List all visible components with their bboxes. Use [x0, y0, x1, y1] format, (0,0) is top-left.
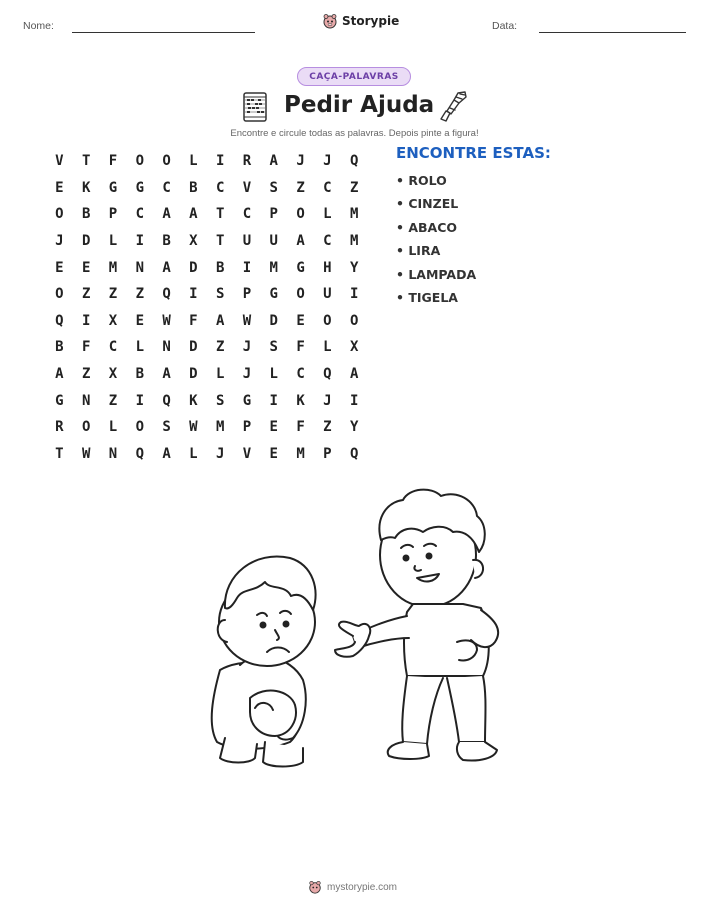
grid-cell[interactable]: V [242, 179, 252, 196]
grid-cell[interactable]: D [189, 366, 198, 383]
grid-cell[interactable]: Q [162, 286, 171, 303]
grid-cell[interactable]: B [215, 259, 225, 276]
grid-cell[interactable]: M [215, 419, 225, 436]
grid-cell[interactable]: Z [108, 286, 118, 303]
grid-cell[interactable]: X [189, 233, 198, 250]
grid-cell[interactable]: L [269, 366, 278, 383]
grid-cell[interactable]: N [81, 392, 91, 409]
grid-cell[interactable]: L [108, 233, 118, 250]
grid-cell[interactable]: I [242, 259, 252, 276]
grid-cell[interactable]: C [323, 179, 332, 196]
grid-cell[interactable]: H [323, 259, 332, 276]
grid-cell[interactable]: L [323, 339, 332, 356]
grid-cell[interactable]: A [162, 366, 171, 383]
grid-cell[interactable]: A [55, 366, 64, 383]
grid-cell[interactable]: D [269, 312, 278, 329]
grid-cell[interactable]: D [189, 339, 198, 356]
grid-cell[interactable]: A [189, 206, 198, 223]
grid-cell[interactable]: T [55, 445, 64, 462]
grid-cell[interactable]: G [55, 392, 64, 409]
grid-cell[interactable]: X [108, 366, 118, 383]
grid-cell[interactable]: N [135, 259, 144, 276]
grid-cell[interactable]: P [242, 286, 252, 303]
grid-cell[interactable]: Q [162, 392, 171, 409]
grid-cell[interactable]: J [242, 366, 252, 383]
grid-cell[interactable]: Z [81, 366, 91, 383]
coloring-illustration [195, 480, 515, 775]
grid-cell[interactable]: C [296, 366, 305, 383]
grid-cell[interactable]: U [269, 233, 278, 250]
instructions: Encontre e circule todas as palavras. Depois pinte a figura! [230, 128, 479, 139]
grid-cell[interactable]: I [269, 392, 278, 409]
name-line[interactable] [72, 32, 255, 33]
grid-cell[interactable]: N [162, 339, 171, 356]
grid-cell[interactable]: L [135, 339, 144, 356]
grid-cell[interactable]: I [349, 392, 359, 409]
word-item: • ROLO [396, 173, 447, 188]
grid-cell[interactable]: I [81, 312, 91, 329]
grid-cell[interactable]: A [296, 233, 305, 250]
grid-cell[interactable]: O [81, 419, 91, 436]
grid-cell[interactable]: C [162, 179, 171, 196]
grid-cell[interactable]: C [242, 206, 252, 223]
grid-cell[interactable]: Q [135, 445, 144, 462]
grid-cell[interactable]: A [269, 153, 278, 170]
grid-cell[interactable]: M [349, 206, 359, 223]
grid-cell[interactable]: L [108, 419, 118, 436]
grid-cell[interactable]: E [269, 419, 278, 436]
grid-cell[interactable]: Z [81, 286, 91, 303]
grid-cell[interactable]: O [349, 312, 359, 329]
grid-cell[interactable]: Z [135, 286, 144, 303]
grid-cell[interactable]: O [55, 286, 64, 303]
grid-cell[interactable]: S [269, 179, 278, 196]
grid-cell[interactable]: W [162, 312, 171, 329]
brand-name: Storypie [342, 14, 400, 28]
grid-cell[interactable]: A [162, 259, 171, 276]
grid-cell[interactable]: O [323, 312, 332, 329]
grid-cell[interactable]: P [108, 206, 118, 223]
storypie-mascot-icon [308, 880, 322, 894]
name-label: Nome: [23, 20, 54, 32]
grid-cell[interactable]: F [296, 419, 305, 436]
grid-cell[interactable]: E [55, 179, 64, 196]
word-item: • ABACO [396, 219, 458, 235]
grid-cell[interactable]: A [162, 445, 171, 462]
grid-cell[interactable]: Z [108, 392, 118, 409]
grid-cell[interactable]: F [296, 339, 305, 356]
grid-cell[interactable]: G [269, 286, 278, 303]
footer-url[interactable]: mystorypie.com [327, 881, 398, 893]
brand-logo [322, 13, 399, 29]
grid-cell[interactable]: K [81, 179, 91, 196]
grid-cell[interactable]: O [135, 153, 144, 170]
grid-cell[interactable]: S [269, 339, 278, 356]
word-item: • LAMPADA [396, 266, 477, 282]
grid-cell[interactable]: Z [323, 419, 332, 436]
date-label: Data: [492, 20, 518, 32]
grid-cell[interactable]: Z [296, 179, 305, 196]
grid-cell[interactable]: E [269, 445, 278, 462]
word-item: • LIRA [396, 243, 441, 259]
storypie-mascot-icon [322, 13, 338, 29]
grid-cell[interactable]: G [108, 179, 118, 196]
helping-boy-figure [335, 490, 498, 761]
grid-cell[interactable]: J [55, 233, 64, 250]
chisel-icon [438, 88, 470, 122]
grid-cell[interactable]: B [135, 366, 144, 383]
grid-cell[interactable]: Y [349, 419, 359, 436]
grid-cell[interactable]: J [323, 153, 332, 170]
grid-cell[interactable]: J [323, 392, 332, 409]
grid-cell[interactable]: I [135, 392, 144, 409]
grid-cell[interactable]: M [349, 233, 359, 250]
grid-cell[interactable]: I [215, 153, 225, 170]
grid-cell[interactable]: F [81, 339, 91, 356]
grid-cell[interactable]: T [215, 206, 225, 223]
grid-cell[interactable]: F [189, 312, 198, 329]
grid-cell[interactable]: P [269, 206, 278, 223]
grid-cell[interactable]: Q [349, 153, 359, 170]
grid-cell[interactable]: O [296, 286, 305, 303]
grid-cell[interactable]: E [81, 259, 91, 276]
category-badge: CAÇA-PALAVRAS [297, 67, 411, 86]
grid-cell[interactable]: F [108, 153, 118, 170]
grid-cell[interactable]: J [215, 445, 225, 462]
grid-cell[interactable]: I [135, 233, 144, 250]
grid-cell[interactable]: B [81, 206, 91, 223]
grid-cell[interactable]: B [162, 233, 171, 250]
grid-cell[interactable]: Y [349, 259, 359, 276]
grid-cell[interactable]: I [349, 286, 359, 303]
grid-cell[interactable]: T [215, 233, 225, 250]
abacus-icon [243, 92, 267, 122]
grid-cell[interactable]: C [108, 339, 118, 356]
grid-cell[interactable]: S [215, 392, 225, 409]
word-search-grid [46, 148, 368, 467]
grid-cell[interactable]: V [242, 445, 252, 462]
word-item: • TIGELA [396, 289, 458, 305]
grid-cell[interactable]: K [189, 392, 198, 409]
grid-cell[interactable]: P [242, 419, 252, 436]
grid-cell[interactable]: B [55, 339, 64, 356]
grid-cell[interactable]: L [189, 153, 198, 170]
grid-cell[interactable]: J [296, 153, 305, 170]
grid-cell[interactable]: T [81, 153, 91, 170]
grid-cell[interactable]: C [135, 206, 144, 223]
grid-cell[interactable]: G [135, 179, 144, 196]
grid-cell[interactable]: A [162, 206, 171, 223]
grid-cell[interactable]: O [296, 206, 305, 223]
grid-cell[interactable]: Q [55, 312, 64, 329]
sad-boy-figure [212, 556, 316, 766]
footer [308, 880, 397, 894]
grid-cell[interactable]: O [162, 153, 171, 170]
grid-cell[interactable]: W [242, 312, 252, 329]
grid-cell[interactable]: U [242, 233, 252, 250]
grid-cell[interactable]: M [108, 259, 118, 276]
grid-cell[interactable]: Z [215, 339, 225, 356]
date-line[interactable] [539, 32, 686, 33]
grid-cell[interactable]: L [323, 206, 332, 223]
grid-cell[interactable]: O [55, 206, 64, 223]
page-title: Pedir Ajuda [284, 92, 435, 118]
grid-cell[interactable]: A [215, 312, 225, 329]
grid-cell[interactable]: Q [349, 445, 359, 462]
grid-cell[interactable]: E [55, 259, 64, 276]
grid-cell[interactable]: M [269, 259, 278, 276]
grid-cell[interactable]: O [135, 419, 144, 436]
grid-cell[interactable]: G [242, 392, 252, 409]
grid-cell[interactable]: E [296, 312, 305, 329]
grid-cell[interactable]: D [189, 259, 198, 276]
grid-cell[interactable]: P [323, 445, 332, 462]
grid-cell[interactable]: X [349, 339, 359, 356]
grid-cell[interactable]: C [215, 179, 225, 196]
grid-cell[interactable]: X [108, 312, 118, 329]
grid-cell[interactable]: D [81, 233, 91, 250]
word-item: • CINZEL [396, 196, 459, 212]
grid-cell[interactable]: C [323, 233, 332, 250]
grid-cell[interactable]: Z [349, 179, 359, 196]
word-list [396, 171, 476, 311]
grid-cell[interactable]: W [189, 419, 198, 436]
word-list-title: ENCONTRE ESTAS: [396, 144, 551, 162]
grid-cell[interactable]: S [162, 419, 171, 436]
grid-cell[interactable]: S [215, 286, 225, 303]
grid-cell[interactable]: K [296, 392, 305, 409]
grid-cell[interactable]: B [189, 179, 198, 196]
grid-cell[interactable]: L [215, 366, 225, 383]
grid-cell[interactable]: U [323, 286, 332, 303]
grid-cell[interactable]: N [108, 445, 118, 462]
grid-cell[interactable]: Q [323, 366, 332, 383]
grid-cell[interactable]: E [135, 312, 144, 329]
grid-cell[interactable]: A [349, 366, 359, 383]
grid-cell[interactable]: R [55, 419, 64, 436]
grid-cell[interactable]: V [55, 153, 64, 170]
grid-cell[interactable]: I [189, 286, 198, 303]
grid-cell[interactable]: M [296, 445, 305, 462]
grid-cell[interactable]: G [296, 259, 305, 276]
grid-cell[interactable]: J [242, 339, 252, 356]
grid-cell[interactable]: R [242, 153, 252, 170]
grid-cell[interactable]: W [81, 445, 91, 462]
grid-cell[interactable]: L [189, 445, 198, 462]
